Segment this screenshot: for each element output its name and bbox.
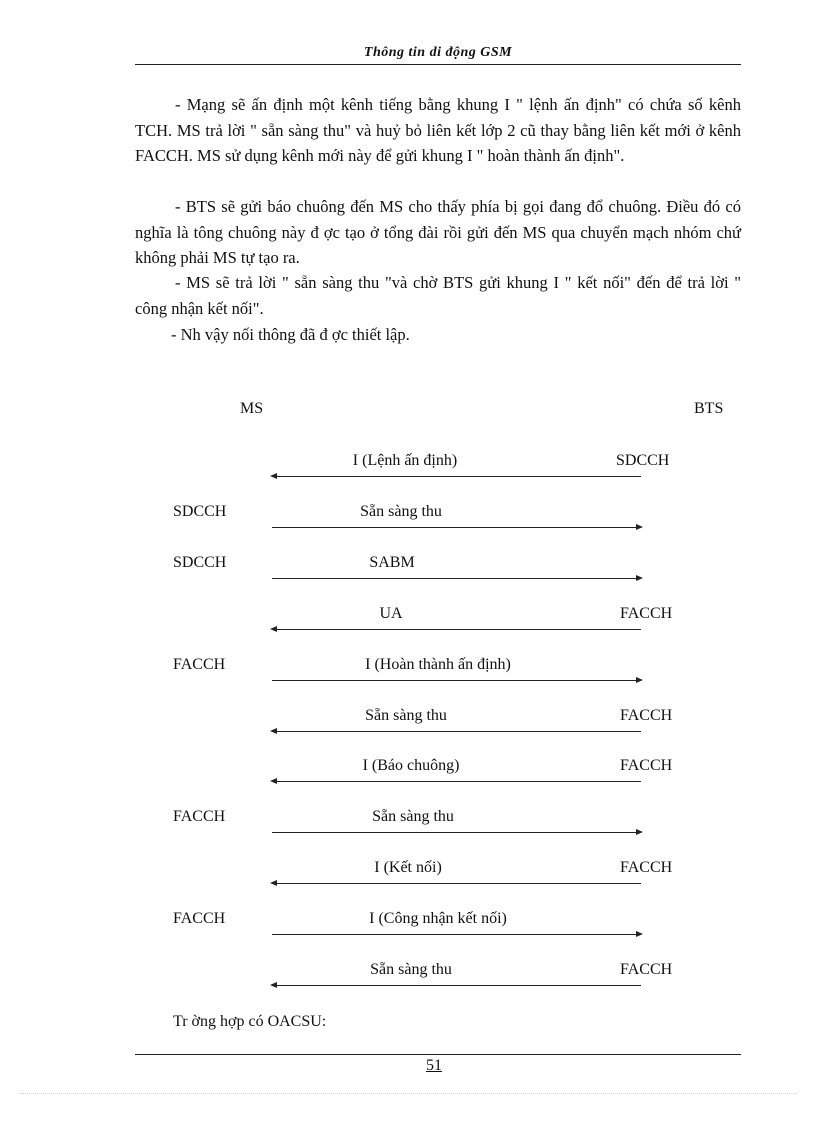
arrow-to-bts (272, 934, 641, 935)
message-label: I (Kết nối) (374, 859, 442, 877)
arrow-to-bts (272, 527, 641, 528)
arrow-to-ms (272, 781, 641, 782)
page-bottom-edge (20, 1093, 796, 1094)
arrow-to-bts (272, 832, 641, 833)
message-label: Sẵn sàng thu (360, 502, 442, 520)
message-label: UA (379, 604, 403, 622)
footer-rule (135, 1054, 741, 1055)
right-channel-label: FACCH (620, 961, 673, 978)
right-channel-label: SDCCH (616, 452, 670, 469)
right-channel-label: FACCH (620, 706, 673, 724)
page-number: 51 (426, 1057, 442, 1074)
message-label: I (Lệnh ấn định) (352, 452, 458, 469)
message-label: I (Báo chuông) (362, 757, 460, 775)
message-label: I (Công nhận kết nối) (369, 910, 507, 928)
message-label: SABM (369, 553, 415, 571)
arrow-to-bts (272, 680, 641, 681)
header-rule (135, 64, 741, 65)
arrow-to-ms (272, 629, 641, 630)
arrow-to-ms (272, 731, 641, 732)
paragraph-established: - Nh vậy nối thông đã đ ợc thiết lập. (171, 325, 410, 344)
arrow-to-ms (272, 883, 641, 884)
diagram-entity-bts: BTS (694, 400, 724, 417)
message-label: Sẵn sàng thu (372, 808, 454, 826)
closing-text: Tr ờng hợp có OACSU: (173, 1013, 327, 1030)
running-header-title: Thông tin di động GSM (363, 45, 513, 60)
paragraph-alerting: - BTS sẽ gửi báo chuông đến MS cho thấy phía bị gọi đang đổ chuông. Điều đó có nghĩa là tông chuông này đ ợc tạo ở tổng đài rồi gửi đến MS qua chuyển mạch nhóm chứ không phải MS tự tạo ra. (135, 197, 741, 267)
arrow-to-ms (272, 985, 641, 986)
right-channel-label: FACCH (620, 604, 673, 622)
right-channel-label: FACCH (620, 757, 673, 775)
message-label: Sẵn sàng thu (365, 706, 447, 724)
arrow-to-ms (272, 476, 641, 477)
left-channel-label: FACCH (173, 808, 226, 826)
paragraph-channel-assignment: - Mạng sẽ ấn định một kênh tiếng bằng khung I " lệnh ấn định" có chứa số kênh TCH. MS trả lời " sẵn sàng thu" và huỷ bỏ liên kết lớp 2 cũ thay bằng liên kết mới ở kênh FACCH. MS sử dụng kênh mới này để gửi khung I " hoàn thành ấn định". (135, 95, 741, 165)
left-channel-label: FACCH (173, 655, 226, 673)
right-channel-label: FACCH (620, 859, 673, 877)
message-label: I (Hoàn thành ấn định) (365, 655, 511, 673)
left-channel-label: SDCCH (173, 553, 227, 571)
arrow-to-bts (272, 578, 641, 579)
left-channel-label: SDCCH (173, 502, 227, 520)
paragraph-connect: - MS sẽ trả lời " sẵn sàng thu "và chờ BTS gửi khung I " kết nối" đến để trả lời " công nhận kết nối". (135, 273, 741, 318)
left-channel-label: FACCH (173, 910, 226, 928)
diagram-entity-ms: MS (240, 400, 264, 417)
message-label: Sẵn sàng thu (370, 961, 452, 978)
